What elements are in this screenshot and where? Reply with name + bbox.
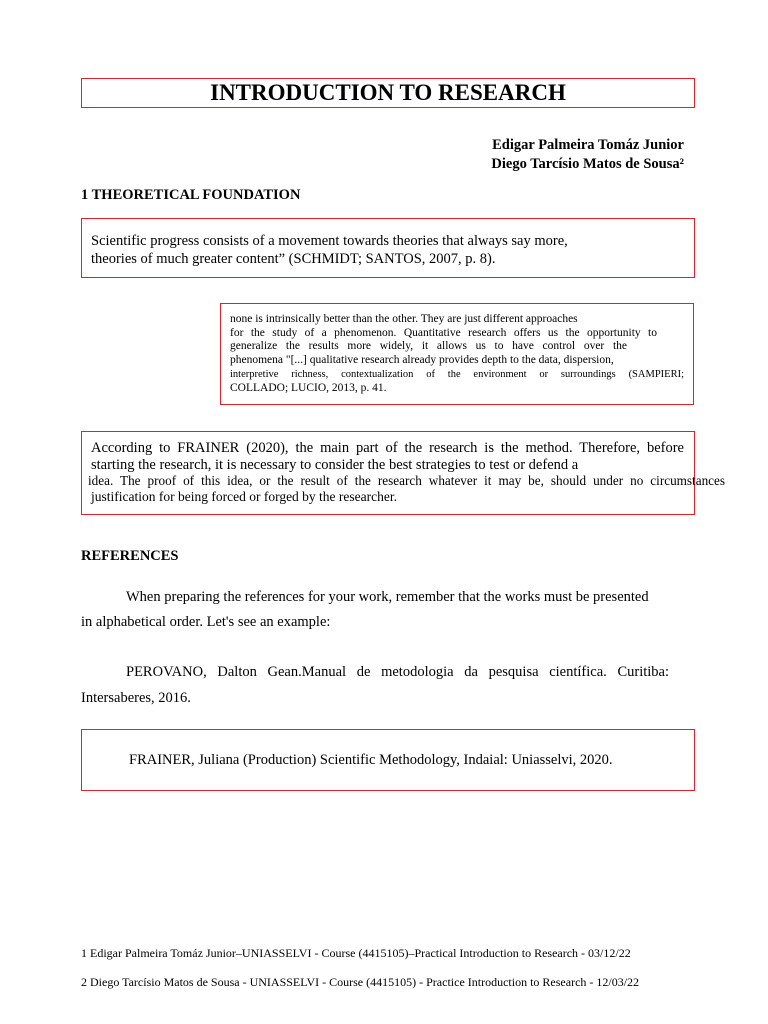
quote-1-line-2: theories of much greater content” (SCHMIDT; SANTOS, 2007, p. 8). [91, 251, 496, 267]
quote-2-line-2: for the study of a phenomenon. Quantitative research offers us the opportunity to [230, 327, 657, 339]
quote-3-line-1: According to FRAINER (2020), the main part of the research is the method. Therefore, before [91, 440, 684, 456]
quote-1-line-1: Scientific progress consists of a movement towards theories that always say more, [91, 233, 568, 249]
references-intro-line-2: in alphabetical order. Let's see an example: [81, 614, 331, 630]
reference-1-line-1: PEROVANO, Dalton Gean.Manual de metodologia da pesquisa científica. Curitiba: [126, 664, 669, 680]
quote-2-line-5: interpretive richness, contextualization of the environment or surroundings (SAMPIERI; [230, 369, 684, 380]
quote-box-1 [81, 218, 695, 278]
quote-2-line-3: generalize the results more widely, it allows us to have control over the [230, 340, 627, 352]
reference-box-2 [81, 729, 695, 791]
quote-3-line-2: starting the research, it is necessary to consider the best strategies to test or defend a [91, 457, 579, 473]
quote-2-line-4: phenomena "[...] qualitative research already provides depth to the data, dispersion, [230, 354, 614, 366]
references-heading: REFERENCES [81, 548, 179, 564]
quote-2-line-6: COLLADO; LUCIO, 2013, p. 41. [230, 382, 387, 394]
quote-box-3 [81, 431, 725, 515]
reference-1-line-2: Intersaberes, 2016. [81, 690, 191, 706]
reference-2: FRAINER, Juliana (Production) Scientific Methodology, Indaial: Uniasselvi, 2020. [129, 752, 613, 768]
quote-3-line-3: idea. The proof of this idea, or the result of the research whatever it may be, should under no circumstances [88, 473, 725, 488]
quote-2-line-1: none is intrinsically better than the other. They are just different approaches [230, 313, 578, 325]
footnote-1: 1 Edigar Palmeira Tomáz Junior–UNIASSELVI - Course (4415105)–Practical Introduction to Research - 03/12/22 [81, 946, 631, 960]
document-title: INTRODUCTION TO RESEARCH [210, 80, 566, 105]
title-box [81, 78, 695, 108]
author-2: Diego Tarcísio Matos de Sousa² [491, 156, 684, 172]
quote-box-2 [220, 303, 694, 405]
author-1: Edigar Palmeira Tomáz Junior [492, 137, 684, 153]
footnote-2: 2 Diego Tarcísio Matos de Sousa - UNIASSELVI - Course (4415105) - Practice Introduction to Research - 12/03/22 [81, 975, 640, 989]
quote-3-line-4: justification for being forced or forged by the researcher. [91, 489, 398, 504]
section-heading: 1 THEORETICAL FOUNDATION [81, 187, 301, 203]
references-intro-line-1: When preparing the references for your work, remember that the works must be presented [126, 589, 649, 605]
